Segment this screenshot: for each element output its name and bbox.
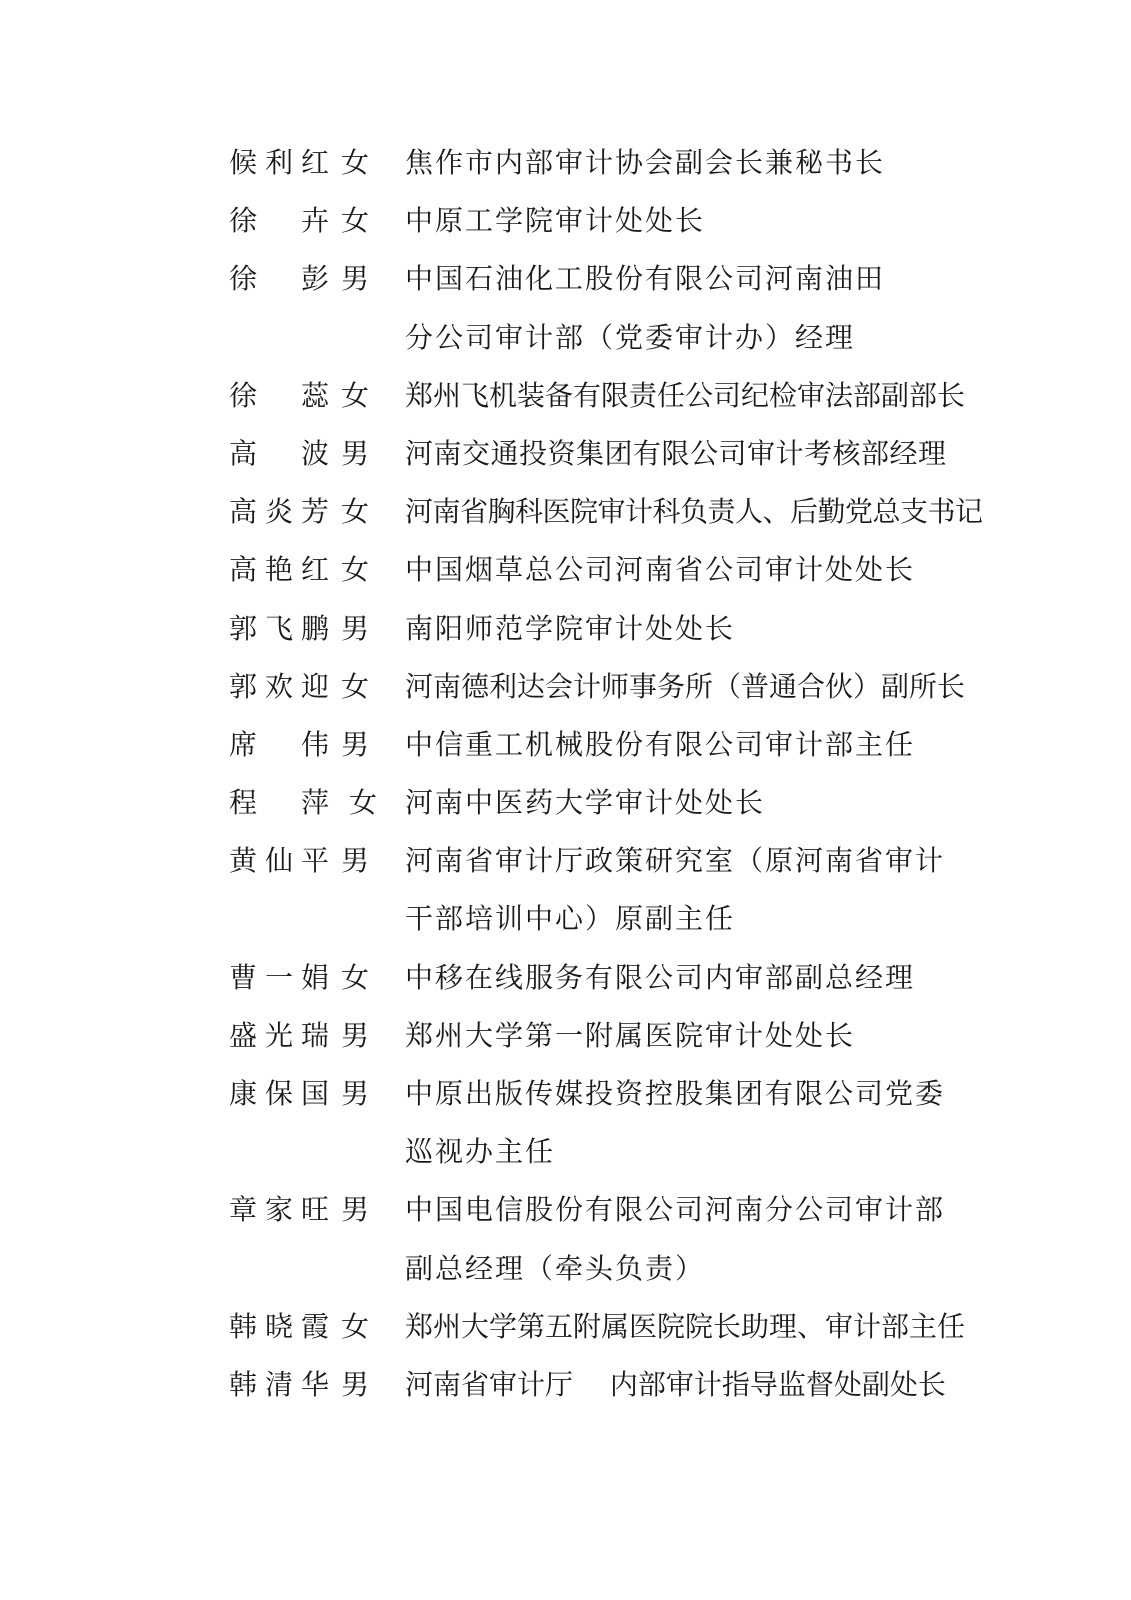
member-gender: 男 <box>341 1193 370 1227</box>
member-gender: 男 <box>341 844 370 878</box>
member-position-continued: 干部培训中心）原副主任 <box>405 902 736 936</box>
member-name: 韩 晓 霞 <box>229 1309 329 1343</box>
member-position-continued: 巡视办主任 <box>405 1135 556 1169</box>
member-gender: 女 <box>341 378 370 412</box>
list-item <box>229 198 969 256</box>
list-item <box>229 1362 969 1420</box>
member-gender: 女 <box>341 495 370 529</box>
member-position: 中信重工机械股份有限公司审计部主任 <box>405 727 916 761</box>
member-position: 南阳师范学院审计处处长 <box>405 611 736 645</box>
list-item <box>229 838 969 954</box>
member-gender: 男 <box>341 1018 370 1052</box>
member-position-continued: 分公司审计部（党委审计办）经理 <box>405 320 856 354</box>
member-name: 徐 彭 <box>229 262 329 296</box>
member-name: 程 萍 <box>229 786 329 820</box>
member-name: 黄 仙 平 <box>229 844 329 878</box>
member-gender: 男 <box>341 611 370 645</box>
member-position: 中原出版传媒投资控股集团有限公司党委 <box>405 1077 946 1110</box>
member-position: 中原工学院审计处处长 <box>405 204 706 238</box>
list-item <box>229 547 969 605</box>
member-gender: 男 <box>341 262 370 296</box>
member-position: 河南中医药大学审计处处长 <box>405 786 766 820</box>
list-item <box>229 1013 969 1071</box>
member-name: 盛 光 瑞 <box>229 1018 329 1052</box>
member-gender: 女 <box>341 146 370 179</box>
member-position: 郑州飞机装备有限责任公司纪检审法部副部长 <box>405 378 966 412</box>
member-name: 郭 欢 迎 <box>229 669 329 703</box>
member-name: 候 利 红 <box>229 146 329 179</box>
member-position: 河南交通投资集团有限公司审计考核部经理 <box>405 436 947 470</box>
list-item <box>229 489 983 547</box>
member-position: 河南省审计厅政策研究室（原河南省审计 <box>405 844 946 878</box>
list-item <box>229 140 969 198</box>
list-item <box>229 1187 969 1303</box>
member-name: 徐 蕊 <box>229 378 329 412</box>
member-gender: 女 <box>341 960 370 994</box>
member-gender: 女 <box>341 1309 370 1343</box>
member-position: 中国电信股份有限公司河南分公司审计部 <box>405 1193 946 1227</box>
member-gender: 女 <box>341 669 370 703</box>
list-item <box>229 1071 969 1187</box>
member-gender: 男 <box>341 1077 370 1110</box>
member-gender: 女 <box>341 204 370 238</box>
member-name: 高 炎 芳 <box>229 495 329 529</box>
list-item <box>229 1304 969 1362</box>
member-position: 中国烟草总公司河南省公司审计处处长 <box>405 553 916 587</box>
member-position: 河南德利达会计师事务所（普通合伙）副所长 <box>405 669 966 703</box>
member-name: 高 波 <box>229 436 329 470</box>
member-gender: 男 <box>341 727 370 761</box>
list-item <box>229 431 969 489</box>
member-position: 河南省审计厅 内部审计指导监督处副处长 <box>405 1367 946 1401</box>
list-item <box>229 955 969 1013</box>
member-position: 河南省胸科医院审计科负责人、后勤党总支书记 <box>405 495 983 529</box>
list-item <box>229 664 969 722</box>
member-gender: 女 <box>349 786 378 820</box>
member-name: 曹 一 娟 <box>229 960 329 994</box>
member-position: 焦作市内部审计协会副会长兼秘书长 <box>405 146 886 179</box>
member-name: 郭 飞 鹏 <box>229 611 329 645</box>
member-name: 高 艳 红 <box>229 553 329 587</box>
list-item <box>229 256 969 372</box>
member-name: 徐 卉 <box>229 204 329 238</box>
member-position-continued: 副总经理（牵头负责） <box>405 1251 706 1285</box>
list-item <box>229 606 969 664</box>
member-name: 章 家 旺 <box>229 1193 329 1227</box>
member-position: 郑州大学第一附属医院审计处处长 <box>405 1018 856 1052</box>
member-name: 韩 清 华 <box>229 1367 329 1401</box>
list-item <box>229 373 969 431</box>
member-gender: 男 <box>341 1367 370 1401</box>
member-position: 中国石油化工股份有限公司河南油田 <box>405 262 886 296</box>
member-name: 康 保 国 <box>229 1077 329 1110</box>
list-item <box>229 722 969 780</box>
member-gender: 女 <box>341 553 370 587</box>
member-name: 席 伟 <box>229 727 329 761</box>
member-position: 中移在线服务有限公司内审部副总经理 <box>405 960 916 994</box>
member-list <box>229 140 983 1420</box>
list-item <box>229 780 969 838</box>
member-position: 郑州大学第五附属医院院长助理、审计部主任 <box>405 1309 966 1343</box>
member-gender: 男 <box>341 436 370 470</box>
